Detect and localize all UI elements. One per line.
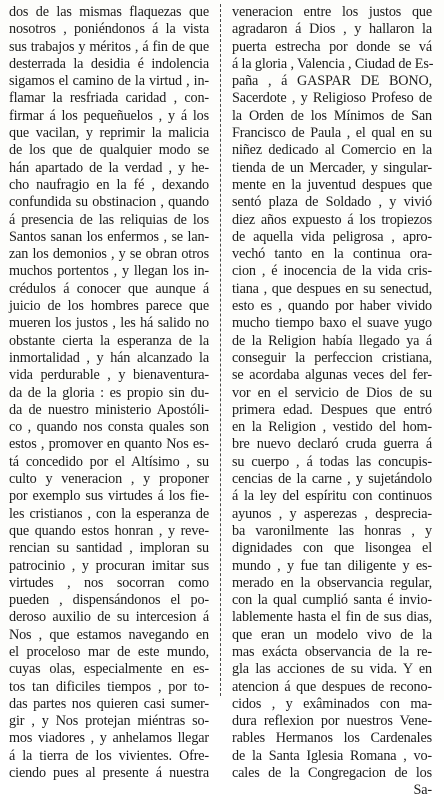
text-line: co , quando nos consta quales son [9,419,209,436]
text-line: Francisco de Paula , el qual en su [232,125,432,142]
text-line: que quando estos honran , y reve- [9,522,209,539]
text-line: nosotros , poniéndonos á la vista [9,21,209,38]
text-line: mueren los justos , les há salido no [9,315,209,332]
text-line: esto es , quando por haber vivido [232,298,432,315]
text-line: mundo , y fue tan diligente y es- [232,557,432,574]
text-line: juicio de los hombres parece que [9,298,209,315]
text-line: vor en el servicio de Dios de su [232,384,432,401]
text-line: á la ley del espíritu con continuos [232,488,432,505]
text-line: obstante cierta la esperanza de la [9,332,209,349]
text-line: conseguir la perfeccion cristiana, [232,349,432,366]
text-line: virtudes , nos socorran como [9,574,209,591]
text-line: patrocinio , y procuran imitar sus [9,557,209,574]
text-line: puerta estrecha por donde se vá [232,38,432,55]
text-line: gla las acciones de su vida. Y en [232,661,432,678]
text-line: de aquella vida peligrosa , apro- [232,228,432,245]
text-line: ayunos , y asperezas , desprecia- [232,505,432,522]
text-line: paña , á GASPAR DE BONO, [232,73,432,90]
catchword: Sa- [413,782,432,799]
text-line: la Orden de los Mínimos de San [232,107,432,124]
text-line: crédulos á conocer que aunque á [9,280,209,297]
column-divider [220,4,221,696]
text-line: deroso auxilio de su intercesion á [9,609,209,626]
text-line: niñez dedicado al Comercio en la [232,142,432,159]
text-line: Nos , que estamos navegando en [9,626,209,643]
text-line: muchos portentos , y llegan los in- [9,263,209,280]
text-line: inmortalidad , y hán alcanzado la [9,349,209,366]
text-line: en la Religion , vestido del hom- [232,419,432,436]
text-line: estos , promover en quanto Nos es- [9,436,209,453]
text-line: rables Hermanos los Cardenales [232,730,432,747]
text-line: culto y veneracion , y proponer [9,471,209,488]
text-line: sus trabajos y méritos , á fin de que [9,38,209,55]
text-line: les cristianos , con la esperanza de [9,505,209,522]
text-line: desterrada la desidia é indolencia [9,55,209,72]
text-line: que vacilan, y reprimir la malicia [9,125,209,142]
text-line: ciendo pues al presente á nuestra [9,765,209,782]
text-line: por exemplo sus virtudes á los fie- [9,488,209,505]
text-line: da de nuestro ministerio Apostóli- [9,401,209,418]
text-line: veneracion entre los justos que [232,4,432,20]
text-line: hán apartado de la verdad , y he- [9,159,209,176]
text-line: dura reflexion por nuestros Vene- [232,713,432,730]
text-line: cion , é inocencia de la vida cris- [232,263,432,280]
text-line: con la qual cumplió santa é invio- [232,592,432,609]
text-line: primera edad. Despues que entró [232,401,432,418]
text-line: cales de la Congregacion de los [232,765,432,782]
text-line: dignidades con que lisongea el [232,540,432,557]
text-line: pueden , dispensándonos el po- [9,592,209,609]
text-line: mos viadores , y anhelamos llegar [9,730,209,747]
text-line: á presencia de las reliquias de los [9,211,209,228]
text-line: de la Santa Iglesia Romana , vo- [232,747,432,764]
text-line: se acordaba algunas veces del fer- [232,367,432,384]
text-line: mucho tiempo baxo el suave yugo [232,315,432,332]
text-line: flamar la resfriada caridad , con- [9,90,209,107]
text-line: tos tan dificiles tiempos , por to- [9,678,209,695]
text-line: cuyas olas, especialmente en es- [9,661,209,678]
text-line: dos de las mismas flaquezas que [9,4,209,20]
text-line: su cuerpo , á todas las concupis- [232,453,432,470]
text-line: de los que de qualquier modo se [9,142,209,159]
text-line: atencion á que despues de recono- [232,678,432,695]
right-text-column [232,4,432,800]
text-line: ba varonilmente las honras , y [232,522,432,539]
text-line: Santos sanan los enfermos , se lan- [9,228,209,245]
text-line: á la tierra de los vivientes. Ofre- [9,747,209,764]
text-line: das partes nos quieren casi sumer- [9,695,209,712]
text-line: sentó plaza de Soldado , y vivió [232,194,432,211]
text-line: que eran un modelo vivo de la [232,626,432,643]
text-line: merado en la observancia regular, [232,574,432,591]
text-line: confundida su obstinacion , quando [9,194,209,211]
text-line: gir , y Nos protejan miéntras so- [9,713,209,730]
text-line: vida perdurable , y bienaventura- [9,367,209,384]
text-line: rencian su santidad , imploran su [9,540,209,557]
text-line: mas exácta observancia de la re- [232,643,432,660]
text-line: tiana , que despues en su senectud, [232,280,432,297]
text-line: da de la gloria : es propio sin du- [9,384,209,401]
text-line: zan los demonios , y se obran otros [9,246,209,263]
text-line: de la Religion había llegado ya á [232,332,432,349]
text-line: cho naufragio en la fé , dexando [9,176,209,193]
text-line: cidos , y exâminados con ma- [232,695,432,712]
text-line: firmar á los pequeñuelos , y á los [9,107,209,124]
text-line: lablemente hasta el fin de sus dias, [232,609,432,626]
text-line: tienda de un Mercader, y singular- [232,159,432,176]
text-line: tá concedido por el Altísimo , su [9,453,209,470]
text-line: á la gloria , Valencia , Ciudad de Es- [232,55,434,72]
text-line: vechó tanto en la continua ora- [232,246,432,263]
text-line: diez años expuesto á los tropiezos [232,211,432,228]
text-line: el proceloso mar de este mundo, [9,643,209,660]
text-line: sigamos el camino de la virtud , in- [9,73,209,90]
text-line: mente en la juventud despues que [232,176,432,193]
text-line: agradaron á Dios , y hallaron la [232,21,432,38]
text-line: cencias de la carne , y sujetándolo [232,471,432,488]
text-line: bre nuevo declaró cruda guerra á [232,436,432,453]
text-line: Sacerdote , y Religioso Profeso de [232,90,432,107]
left-text-column [9,4,209,782]
